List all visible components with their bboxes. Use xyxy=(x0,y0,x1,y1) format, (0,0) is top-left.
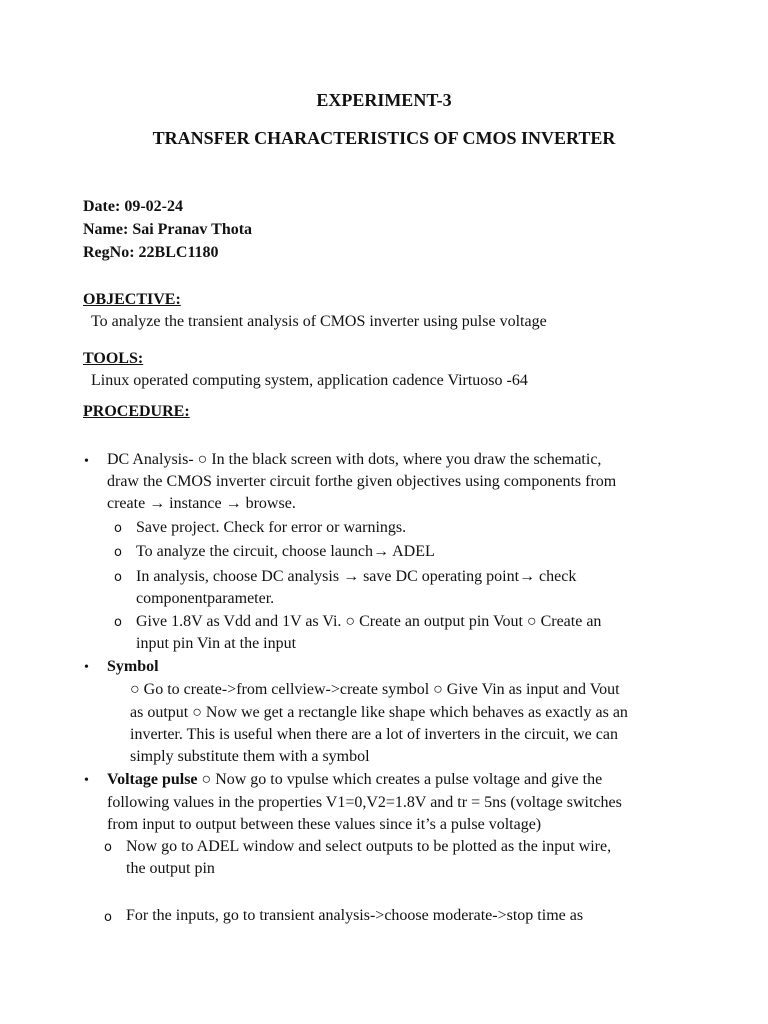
sub-bullet-6: o xyxy=(104,910,112,925)
dc-sub-1: Save project. Check for error or warnings. xyxy=(136,519,407,536)
dc-sub-4a: Give 1.8V as Vdd and 1V as Vi. ○ Create an output pin Vout ○ Create an xyxy=(136,613,602,630)
symbol-label: Symbol xyxy=(107,658,159,675)
symbol-line-4: simply substitute them with a symbol xyxy=(130,748,370,765)
dc-line-1: DC Analysis- ○ In the black screen with dots, where you draw the schematic, xyxy=(107,451,602,468)
vpulse-sub-1a: Now go to ADEL window and select outputs to be plotted as the input wire, xyxy=(126,838,612,855)
bullet-dc: • xyxy=(84,454,89,469)
vpulse-sub-2: For the inputs, go to transient analysis->choose moderate->stop time as xyxy=(126,907,584,924)
dc-sub-2: To analyze the circuit, choose launch→ ADEL xyxy=(136,543,435,560)
experiment-subtitle: TRANSFER CHARACTERISTICS OF CMOS INVERTER xyxy=(152,128,616,148)
regno-line: RegNo: 22BLC1180 xyxy=(83,244,219,261)
symbol-line-2: as output ○ Now we get a rectangle like shape which behaves as exactly as an xyxy=(130,704,628,721)
vpulse-line-1 xyxy=(107,771,602,789)
vpulse-line-2: following values in the properties V1=0,V2=1.8V and tr = 5ns (voltage switches xyxy=(107,794,622,811)
dc-sub-3b: componentparameter. xyxy=(136,590,275,607)
objective-heading: OBJECTIVE: xyxy=(83,291,181,308)
symbol-line-3: inverter. This is useful when there are a lot of inverters in the circuit, we can xyxy=(130,726,618,743)
vpulse-sub-1b: the output pin xyxy=(126,860,215,877)
dc-sub-4b: input pin Vin at the input xyxy=(136,635,297,652)
symbol-line-1: ○ Go to create->from cellview->create symbol ○ Give Vin as input and Vout xyxy=(130,681,620,698)
tools-text: Linux operated computing system, application cadence Virtuoso -64 xyxy=(91,372,528,389)
tools-heading: TOOLS: xyxy=(83,350,144,367)
dc-line-2: draw the CMOS inverter circuit forthe given objectives using components from xyxy=(107,473,617,490)
sub-bullet-5: o xyxy=(104,840,112,855)
sub-bullet-3: o xyxy=(114,570,122,585)
date-line: Date: 09-02-24 xyxy=(83,198,183,215)
dc-sub-3a: In analysis, choose DC analysis → save DC operating point→ check xyxy=(136,568,577,585)
sub-bullet-2: o xyxy=(114,545,122,560)
experiment-title: EXPERIMENT-3 xyxy=(316,90,452,110)
dc-line-3: create → instance → browse. xyxy=(107,495,296,512)
sub-bullet-1: o xyxy=(114,521,122,536)
sub-bullet-4: o xyxy=(114,615,122,630)
bullet-symbol: • xyxy=(84,660,89,675)
objective-text: To analyze the transient analysis of CMOS inverter using pulse voltage xyxy=(91,313,547,330)
vpulse-label: Voltage pulse xyxy=(107,771,198,788)
name-line: Name: Sai Pranav Thota xyxy=(83,221,253,238)
bullet-vpulse: • xyxy=(84,773,89,788)
procedure-heading: PROCEDURE: xyxy=(83,403,190,420)
vpulse-line-1-text: ○ Now go to vpulse which creates a pulse voltage and give the xyxy=(197,771,603,788)
vpulse-line-3: from input to output between these values since it’s a pulse voltage) xyxy=(107,816,542,833)
